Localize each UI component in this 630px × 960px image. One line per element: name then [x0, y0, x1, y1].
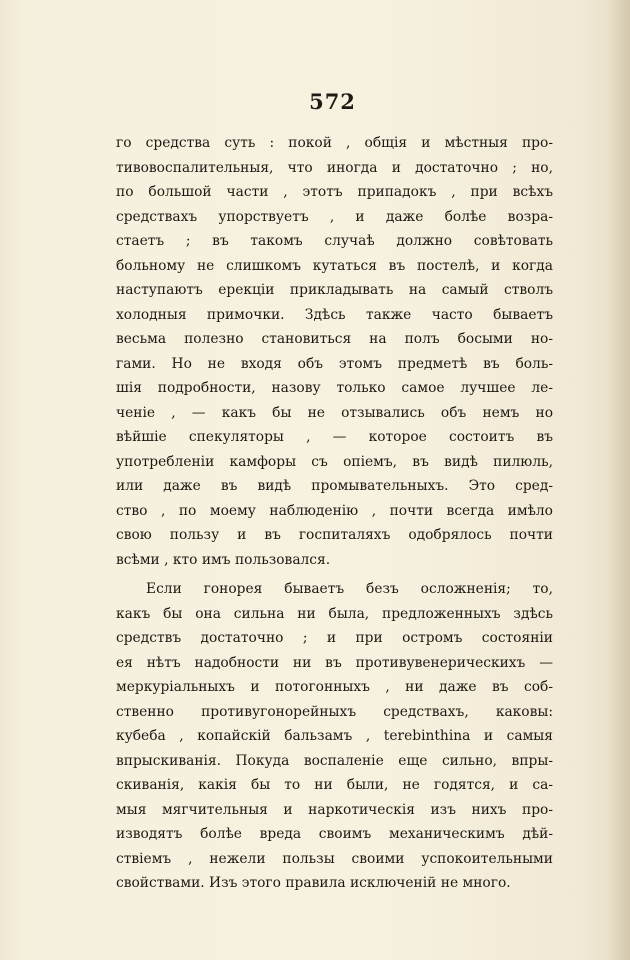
paragraph-1: [116, 131, 553, 572]
text-line: скиванія, какія бы то ни были, не годятся, и са-: [116, 777, 553, 793]
text-line: какъ бы она сильна ни была, предложенныхъ здѣсь: [116, 605, 553, 622]
text-line: изводятъ болѣе вреда своимъ механическимъ дѣй-: [116, 826, 553, 842]
text-line: ствіемъ , нежели пользы своими успокоительными: [116, 850, 553, 867]
text-line: или даже въ видѣ промывательныхъ. Это сред-: [116, 478, 553, 494]
text-line: меркуріальныхъ и потогонныхъ , ни даже въ соб-: [116, 679, 553, 695]
text-line: ственно противугонорейныхъ средствахъ, каковы:: [116, 703, 553, 720]
paragraph-2: [116, 577, 553, 896]
text-line: больному не слишкомъ кутаться въ постелѣ, и когда: [116, 257, 553, 274]
text-line: кубеба , копайскій бальзамъ , terebinthina и самыя: [116, 728, 553, 744]
text-line: шія подробности, назову только самое лучшее ле-: [116, 380, 553, 396]
text-line: свойствами. Изъ этого правила исключеній не много.: [116, 875, 511, 891]
page-edge-shadow: [608, 0, 630, 960]
text-line: употребленіи камфоры съ опіемъ, въ видѣ пилюль,: [116, 453, 553, 470]
text-line: ея нѣтъ надобности ни въ противувенерическихъ —: [116, 654, 553, 671]
text-line: свою пользу и въ госпиталяхъ одобрялось почти: [116, 527, 553, 543]
text-line: по большой части , этотъ припадокъ , при всѣхъ: [116, 184, 553, 200]
text-line: мыя мягчительныя и наркотическія изъ нихъ про-: [116, 801, 553, 818]
text-line: стаетъ ; въ такомъ случаѣ должно совѣтовать: [116, 233, 553, 249]
text-line: ченіе , — какъ бы не отзывались объ немъ но: [116, 404, 553, 421]
text-line: гами. Но не входя объ этомъ предметѣ въ боль-: [116, 355, 553, 372]
text-line: Если гонорея бываетъ безъ осложненія; то,: [146, 581, 553, 597]
text-line: средствахъ упорствуетъ , и даже болѣе возра-: [116, 208, 553, 225]
text-line: наступаютъ ерекціи прикладывать на самый стволъ: [116, 282, 553, 298]
page-number: 572: [309, 89, 356, 114]
text-line: вѣйшіе спекуляторы , — которое состоитъ въ: [116, 429, 553, 445]
text-line: средствъ достаточно ; и при остромъ состояніи: [116, 630, 553, 646]
text-line: холодныя примочки. Здѣсь также часто бываетъ: [116, 306, 553, 323]
text-line: впрыскиванія. Покуда воспаленіе еще сильно, впры-: [116, 752, 553, 769]
text-line: всѣми , кто имъ пользовался.: [116, 551, 331, 568]
body-text: [116, 131, 553, 896]
text-line: тивовоспалительныя, что иногда и достаточно ; но,: [116, 159, 553, 176]
text-line: ство , по моему наблюденію , почти всегда имѣло: [116, 502, 553, 519]
text-line: го средства суть : покой , общія и мѣстныя про-: [116, 135, 553, 151]
text-line: весьма полезно становиться на полъ босыми но-: [116, 331, 553, 347]
